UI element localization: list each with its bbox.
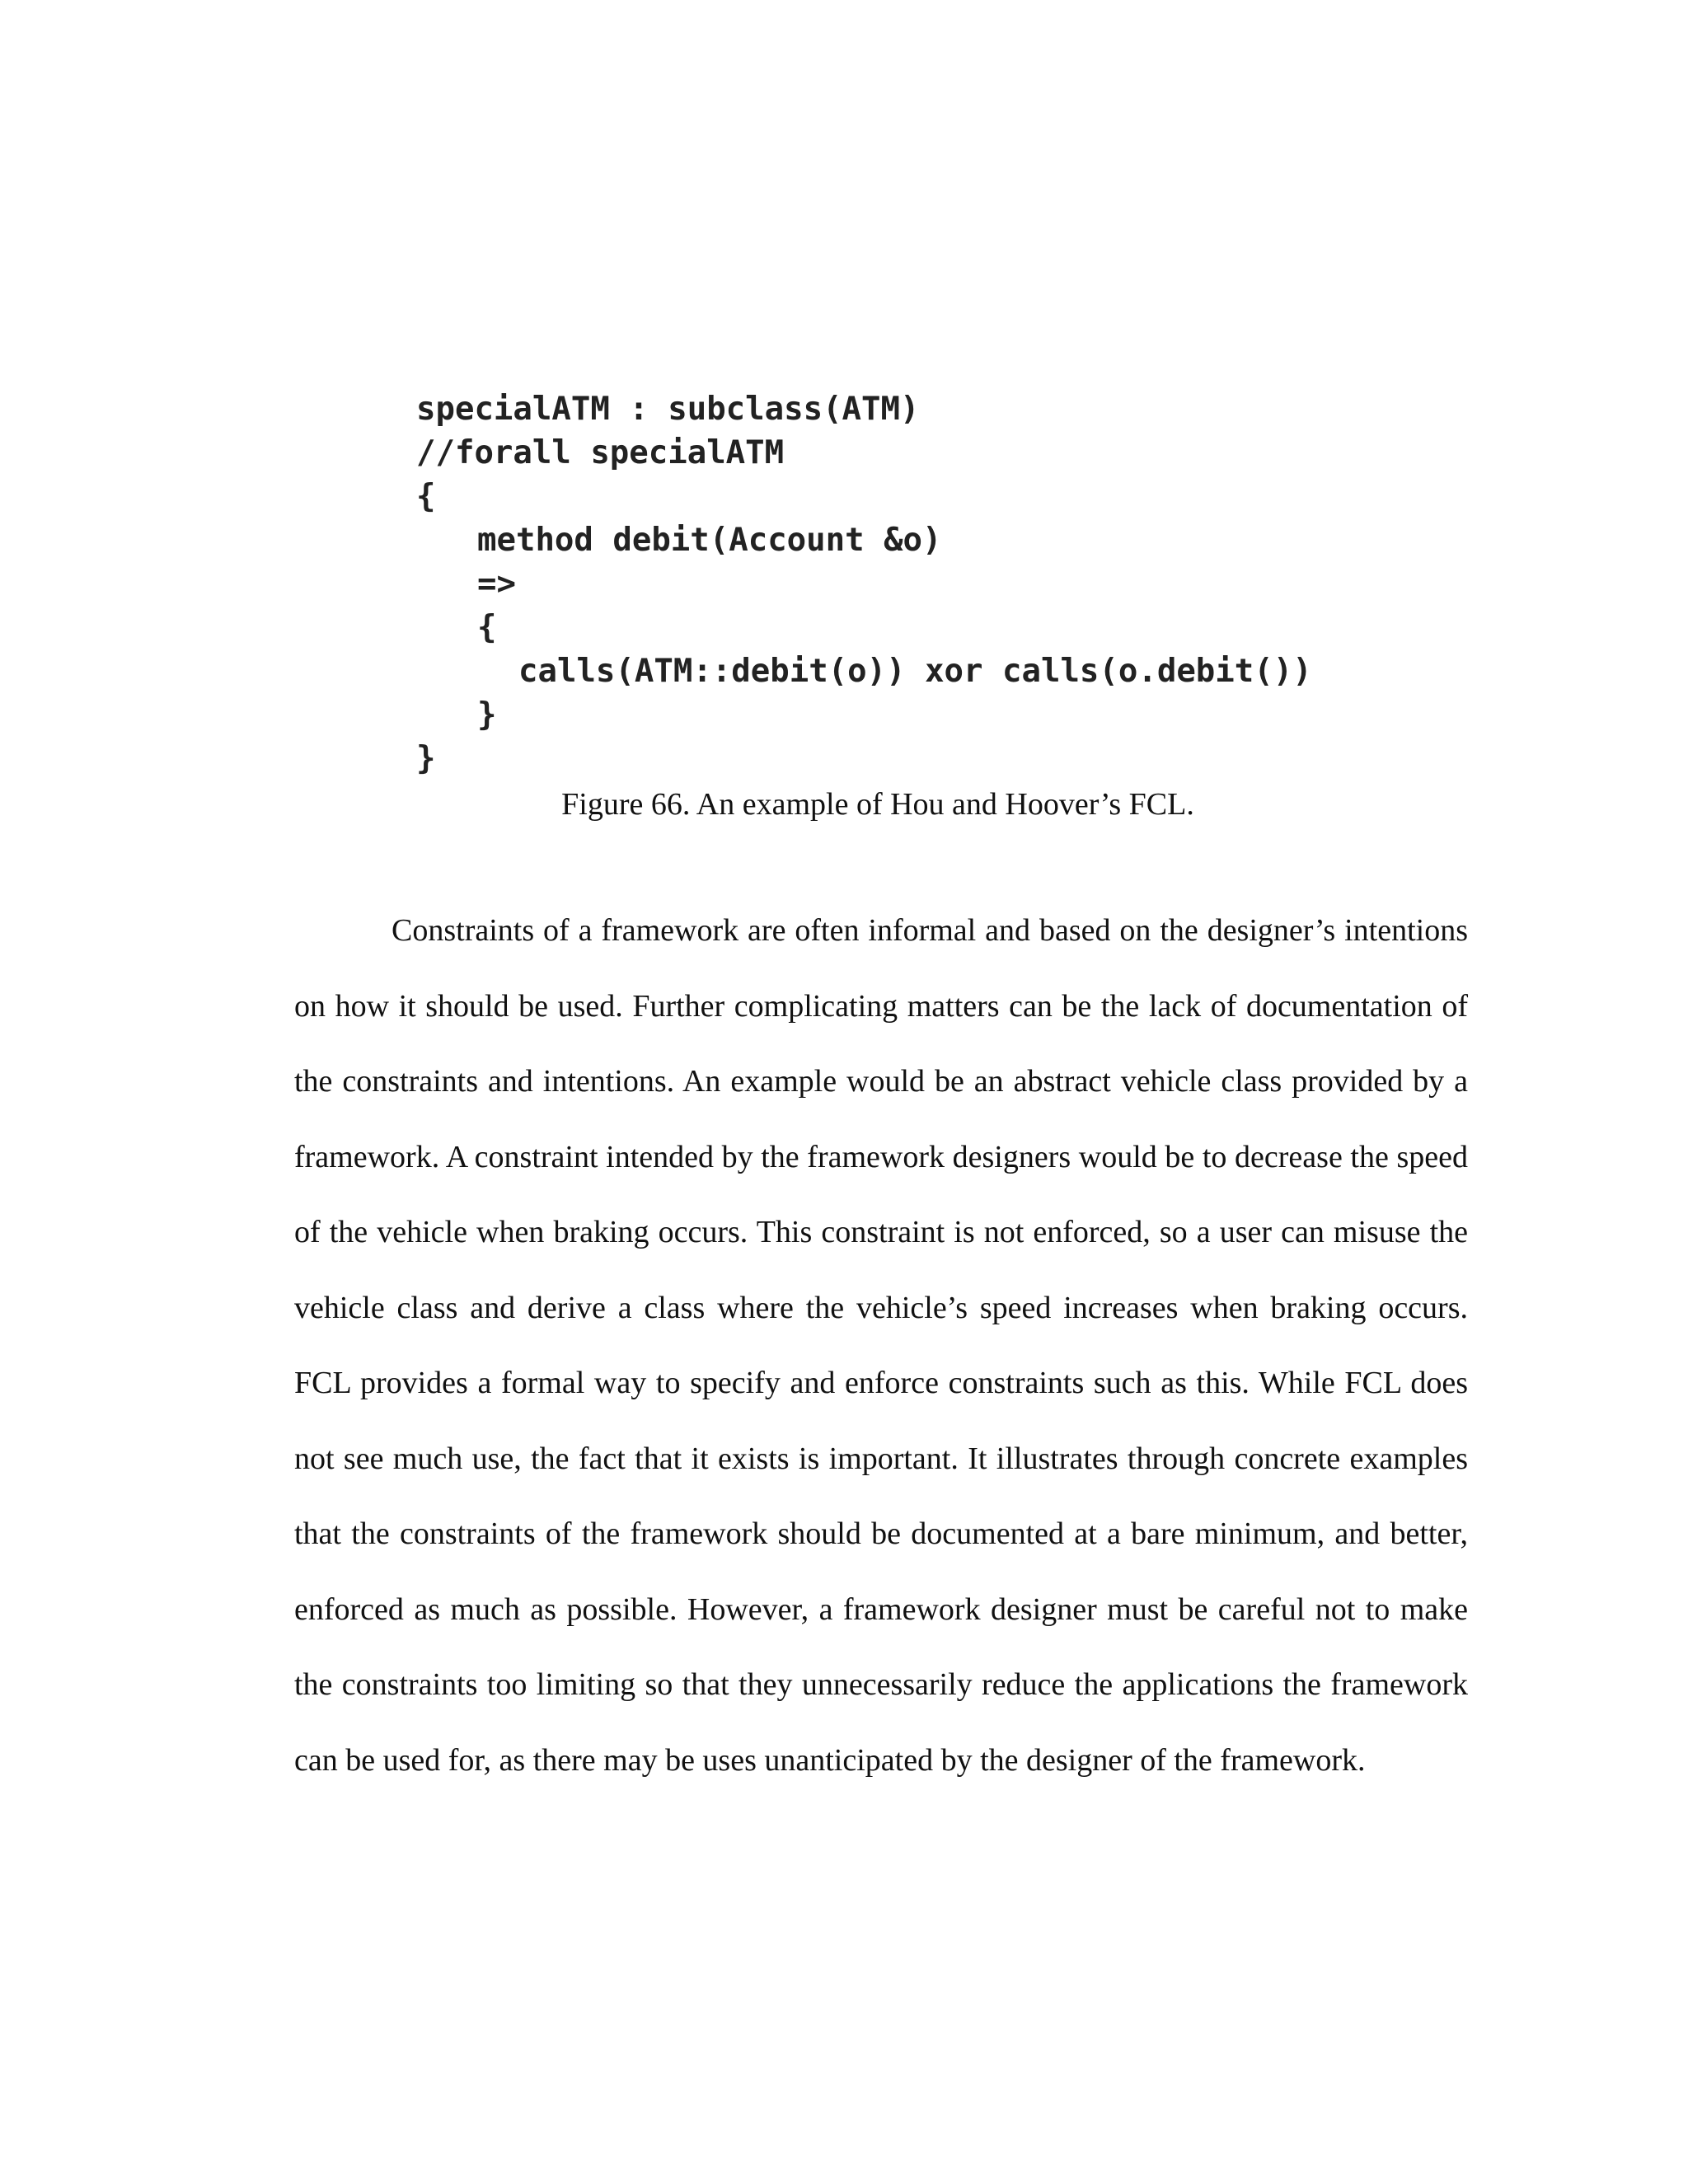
code-line-3: { bbox=[416, 478, 436, 515]
code-line-7: calls(ATM::debit(o)) xor calls(o.debit()) bbox=[518, 653, 1312, 690]
body-paragraph: Constraints of a framework are often informal and based on the designer’s intentions on how it should be used. Further complicating matters can be the lack of documentation of the constraints and intentions. An example would be an abstract vehicle class provided by a framework. A constraint intended by the framework designers would be to decrease the speed of the vehicle when braking occurs. This constraint is not enforced, so a user can misuse the vehicle class and derive a class where the vehicle’s speed increases when braking occurs. FCL provides a formal way to specify and enforce constraints such as this. While FCL does not see much use, the fact that it exists is important. It illustrates through concrete examples that the constraints of the framework should be documented at a bare minimum, and better, enforced as much as possible. However, a framework designer must be careful not to make the constraints too limiting so that they unnecessarily reduce the applications the framework can be used for, as there may be uses unanticipated by the designer of the framework. bbox=[294, 913, 1468, 1778]
code-figure bbox=[416, 387, 1312, 780]
code-line-1: specialATM : subclass(ATM) bbox=[416, 391, 920, 428]
code-line-8: } bbox=[477, 696, 497, 733]
code-line-9: } bbox=[416, 740, 436, 777]
code-line-4: method debit(Account &o) bbox=[477, 522, 942, 559]
code-line-5: => bbox=[477, 565, 516, 602]
code-line-2: //forall specialATM bbox=[416, 434, 785, 471]
figure-caption: Figure 66. An example of Hou and Hoover’s FCL. bbox=[561, 787, 1194, 822]
code-line-6: { bbox=[477, 609, 497, 646]
